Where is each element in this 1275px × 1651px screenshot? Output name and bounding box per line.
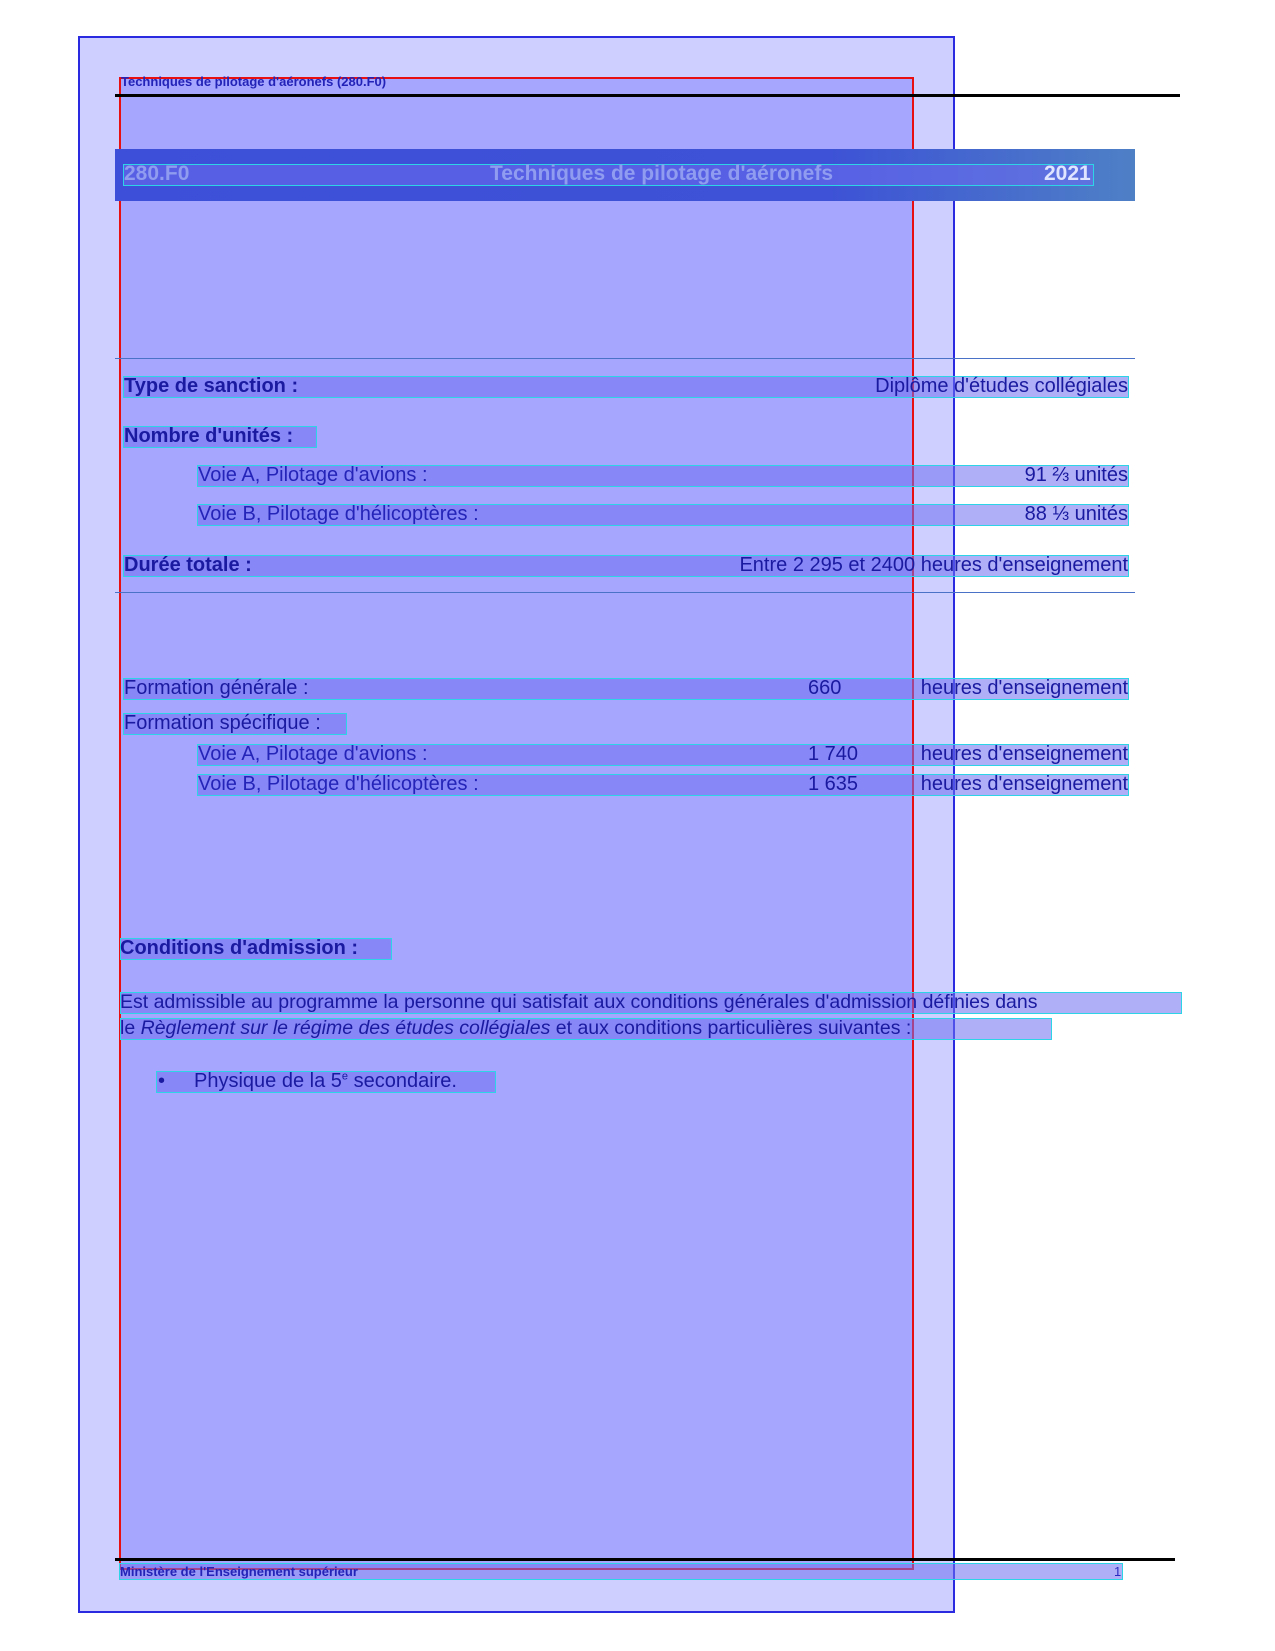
admission-line2-pre: le — [120, 1017, 141, 1039]
page-number: 1 — [1114, 1564, 1122, 1579]
specific-a-label: Voie A, Pilotage d'avions : — [198, 743, 428, 765]
specific-label: Formation spécifique : — [124, 712, 321, 734]
program-year: 2021 — [1044, 162, 1091, 185]
specific-a-unit: heures d'enseignement — [920, 743, 1128, 765]
regulation-title: Règlement sur le régime des études collégiales — [140, 1017, 551, 1039]
units-a-value: 91 ⅔ unités — [1024, 464, 1128, 486]
running-header: Techniques de pilotage d'aéronefs (280.F0) — [121, 74, 387, 89]
general-unit: heures d'enseignement — [920, 677, 1128, 699]
program-code: 280.F0 — [124, 162, 190, 185]
summary-bottom-rule — [115, 592, 1135, 593]
page-region-inner — [119, 77, 914, 1570]
admission-line2-post: et aux conditions particulières suivantes : — [550, 1017, 912, 1039]
admission-paragraph-line1: Est admissible au programme la personne qui satisfait aux conditions générales d'admission définies dans — [120, 991, 1038, 1013]
sanction-label: Type de sanction : — [124, 375, 299, 397]
footer-ministry: Ministère de l'Enseignement supérieur — [120, 1564, 358, 1579]
bullet-item — [194, 1070, 457, 1093]
general-hours: 660 — [808, 677, 842, 699]
bullet-item-tail: secondaire. — [348, 1070, 457, 1092]
header-rule — [115, 94, 1180, 97]
sanction-value: Diplôme d'études collégiales — [875, 375, 1128, 397]
units-b-value: 88 ⅓ unités — [1024, 503, 1128, 525]
specific-b-label: Voie B, Pilotage d'hélicoptères : — [198, 773, 479, 795]
admission-heading: Conditions d'admission : — [120, 937, 359, 959]
units-b-label: Voie B, Pilotage d'hélicoptères : — [198, 503, 479, 525]
bullet-item-superscript: e — [341, 1070, 349, 1083]
bullet-item-text: Physique de la 5 — [194, 1070, 342, 1092]
admission-paragraph-line2 — [120, 1017, 911, 1040]
specific-a-hours: 1 740 — [808, 743, 859, 765]
program-title: Techniques de pilotage d'aéronefs — [490, 162, 834, 185]
specific-b-hours: 1 635 — [808, 773, 859, 795]
footer-rule — [115, 1558, 1175, 1561]
duration-label: Durée totale : — [124, 554, 252, 576]
units-a-label: Voie A, Pilotage d'avions : — [198, 464, 428, 486]
bullet-marker: • — [158, 1070, 166, 1092]
general-label: Formation générale : — [124, 677, 309, 699]
summary-top-rule — [115, 358, 1135, 359]
specific-b-unit: heures d'enseignement — [920, 773, 1128, 795]
units-label: Nombre d'unités : — [124, 425, 294, 447]
duration-value: Entre 2 295 et 2400 heures d'enseignement — [739, 554, 1128, 576]
